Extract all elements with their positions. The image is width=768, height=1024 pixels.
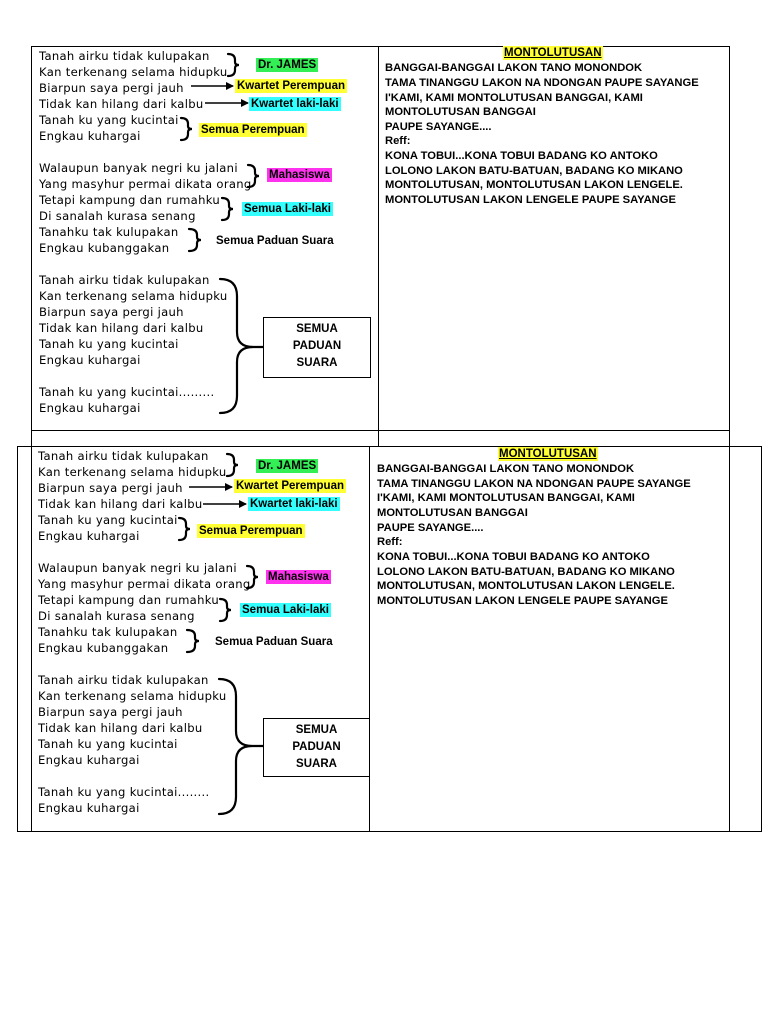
lyric-line: Tidak kan hilang dari kalbu xyxy=(39,321,204,335)
tag-kwartet-perempuan: Kwartet Perempuan xyxy=(236,480,345,492)
lyric-line: Engkau kubanggakan xyxy=(39,241,170,255)
lyric-line: Engkau kuhargai xyxy=(38,801,140,815)
tag-dr-james: Dr. JAMES xyxy=(258,59,317,71)
tag-semua-laki-laki: Semua Laki-laki xyxy=(242,604,329,616)
brace-icon xyxy=(247,566,258,588)
box-line: SUARA xyxy=(296,758,337,770)
lyric-line: Tanah airku tidak kulupakan xyxy=(39,273,210,287)
brace-icon xyxy=(189,229,201,251)
lyric-line: Tidak kan hilang dari kalbu xyxy=(38,497,203,511)
tag-dr-james: Dr. JAMES xyxy=(258,460,317,472)
song-line: PAUPE SAYANGE.... xyxy=(377,522,484,534)
song-line: PAUPE SAYANGE.... xyxy=(385,121,492,133)
box-line: PADUAN xyxy=(292,741,341,753)
lyric-line: Biarpun saya pergi jauh xyxy=(39,81,184,95)
song-line: TAMA TINANGGU LAKON NA NDONGAN PAUPE SAYANGE xyxy=(385,77,699,89)
song-line: KONA TOBUI...KONA TOBUI BADANG KO ANTOKO xyxy=(377,551,650,563)
brace-icon xyxy=(219,679,252,814)
song-line: MONTOLUTUSAN LAKON LENGELE PAUPE SAYANGE xyxy=(385,194,676,206)
lyric-line: Tanah ku yang kucintai xyxy=(39,337,179,351)
song-line: BANGGAI-BANGGAI LAKON TANO MONONDOK xyxy=(385,62,643,74)
song-line: LOLONO LAKON BATU-BATUAN, BADANG KO MIKANO xyxy=(385,165,683,177)
song-line: MONTOLUTUSAN, MONTOLUTUSAN LAKON LENGELE. xyxy=(377,580,675,592)
lyric-line: Tanah ku yang kucintai xyxy=(38,737,178,751)
song-line: MONTOLUTUSAN LAKON LENGELE PAUPE SAYANGE xyxy=(377,595,668,607)
lyric-line: Biarpun saya pergi jauh xyxy=(38,705,183,719)
lyric-line: Biarpun saya pergi jauh xyxy=(39,305,184,319)
song-line: KONA TOBUI...KONA TOBUI BADANG KO ANTOKO xyxy=(385,150,658,162)
lyric-line: Walaupun banyak negri ku jalani xyxy=(38,561,237,575)
brace-icon xyxy=(181,118,192,140)
lyric-line: Biarpun saya pergi jauh xyxy=(38,481,183,495)
lyric-line: Di sanalah kurasa senang xyxy=(39,209,196,223)
tag-mahasiswa: Mahasiswa xyxy=(268,571,329,583)
lyric-line: Tetapi kampung dan rumahku xyxy=(38,593,220,607)
lyric-line: Engkau kuhargai xyxy=(39,129,141,143)
lyric-line: Tanah airku tidak kulupakan xyxy=(38,673,209,687)
song-line: MONTOLUTUSAN BANGGAI xyxy=(377,507,528,519)
song-line: Reff: xyxy=(377,536,403,548)
lyric-line: Kan terkenang selama hidupku xyxy=(39,289,228,303)
box-line: SEMUA xyxy=(295,724,338,736)
song-title: MONTOLUTUSAN xyxy=(504,47,602,59)
lyric-line: Tanah airku tidak kulupakan xyxy=(39,49,210,63)
brace-icon xyxy=(187,630,199,652)
lyric-line: Engkau kuhargai xyxy=(39,353,141,367)
lyric-line: Kan terkenang selama hidupku xyxy=(38,465,227,479)
song-line: MONTOLUTUSAN BANGGAI xyxy=(385,106,536,118)
box-line: SEMUA xyxy=(296,323,338,335)
box-line: PADUAN xyxy=(292,340,342,352)
tag-kwartet-laki-laki: Kwartet laki-laki xyxy=(250,498,338,510)
lyric-line: Kan terkenang selama hidupku xyxy=(39,65,228,79)
song-line: LOLONO LAKON BATU-BATUAN, BADANG KO MIKANO xyxy=(377,566,675,578)
lyric-line: Yang masyhur permai dikata orang xyxy=(38,577,251,591)
lyric-line: Tidak kan hilang dari kalbu xyxy=(38,721,203,735)
lyric-line: Engkau kubanggakan xyxy=(38,641,169,655)
lyric-line: Tanahku tak kulupakan xyxy=(39,225,179,239)
lyric-line: Tanah ku yang kucintai........ xyxy=(38,785,210,799)
brace-icon xyxy=(227,454,238,476)
brace-icon xyxy=(220,279,253,413)
lyric-line: Tanahku tak kulupakan xyxy=(38,625,178,639)
lyric-line: Tanah airku tidak kulupakan xyxy=(38,449,209,463)
brace-icon xyxy=(222,198,233,220)
lyric-line: Kan terkenang selama hidupku xyxy=(38,689,227,703)
lyric-line: Tanah ku yang kucintai xyxy=(39,113,179,127)
lyric-line: Yang masyhur permai dikata orang xyxy=(39,177,252,191)
tag-semua-paduan-suara: Semua Paduan Suara xyxy=(216,235,334,247)
tag-kwartet-perempuan: Kwartet Perempuan xyxy=(237,80,346,92)
song-line: MONTOLUTUSAN, MONTOLUTUSAN LAKON LENGELE. xyxy=(385,179,683,191)
song-line: I'KAMI, KAMI MONTOLUTUSAN BANGGAI, KAMI xyxy=(377,492,635,504)
brace-icon xyxy=(228,54,239,76)
box-line: SUARA xyxy=(296,357,338,369)
tag-semua-laki-laki: Semua Laki-laki xyxy=(244,203,331,215)
lyric-line: Engkau kuhargai xyxy=(38,529,140,543)
tag-kwartet-laki-laki: Kwartet laki-laki xyxy=(251,98,339,110)
song-line: Reff: xyxy=(385,135,411,147)
song-line: I'KAMI, KAMI MONTOLUTUSAN BANGGAI, KAMI xyxy=(385,92,643,104)
song-line: TAMA TINANGGU LAKON NA NDONGAN PAUPE SAYANGE xyxy=(377,478,691,490)
lyric-line: Tanah ku yang kucintai......... xyxy=(39,385,215,399)
lyric-line: Tidak kan hilang dari kalbu xyxy=(39,97,204,111)
brace-icon xyxy=(220,599,231,621)
lyric-line: Tanah ku yang kucintai xyxy=(38,513,178,527)
lyric-line: Engkau kuhargai xyxy=(39,401,141,415)
lyric-line: Tetapi kampung dan rumahku xyxy=(39,193,221,207)
brace-icon xyxy=(179,518,190,540)
song-line: BANGGAI-BANGGAI LAKON TANO MONONDOK xyxy=(377,463,635,475)
brace-icon xyxy=(248,165,259,187)
lyric-line: Walaupun banyak negri ku jalani xyxy=(39,161,238,175)
lyric-line: Di sanalah kurasa senang xyxy=(38,609,195,623)
tag-mahasiswa: Mahasiswa xyxy=(269,169,330,181)
song-title: MONTOLUTUSAN xyxy=(499,448,597,460)
tag-semua-perempuan: Semua Perempuan xyxy=(199,525,303,537)
tag-semua-paduan-suara: Semua Paduan Suara xyxy=(215,636,333,648)
tag-semua-perempuan: Semua Perempuan xyxy=(201,124,305,136)
lyric-line: Engkau kuhargai xyxy=(38,753,140,767)
